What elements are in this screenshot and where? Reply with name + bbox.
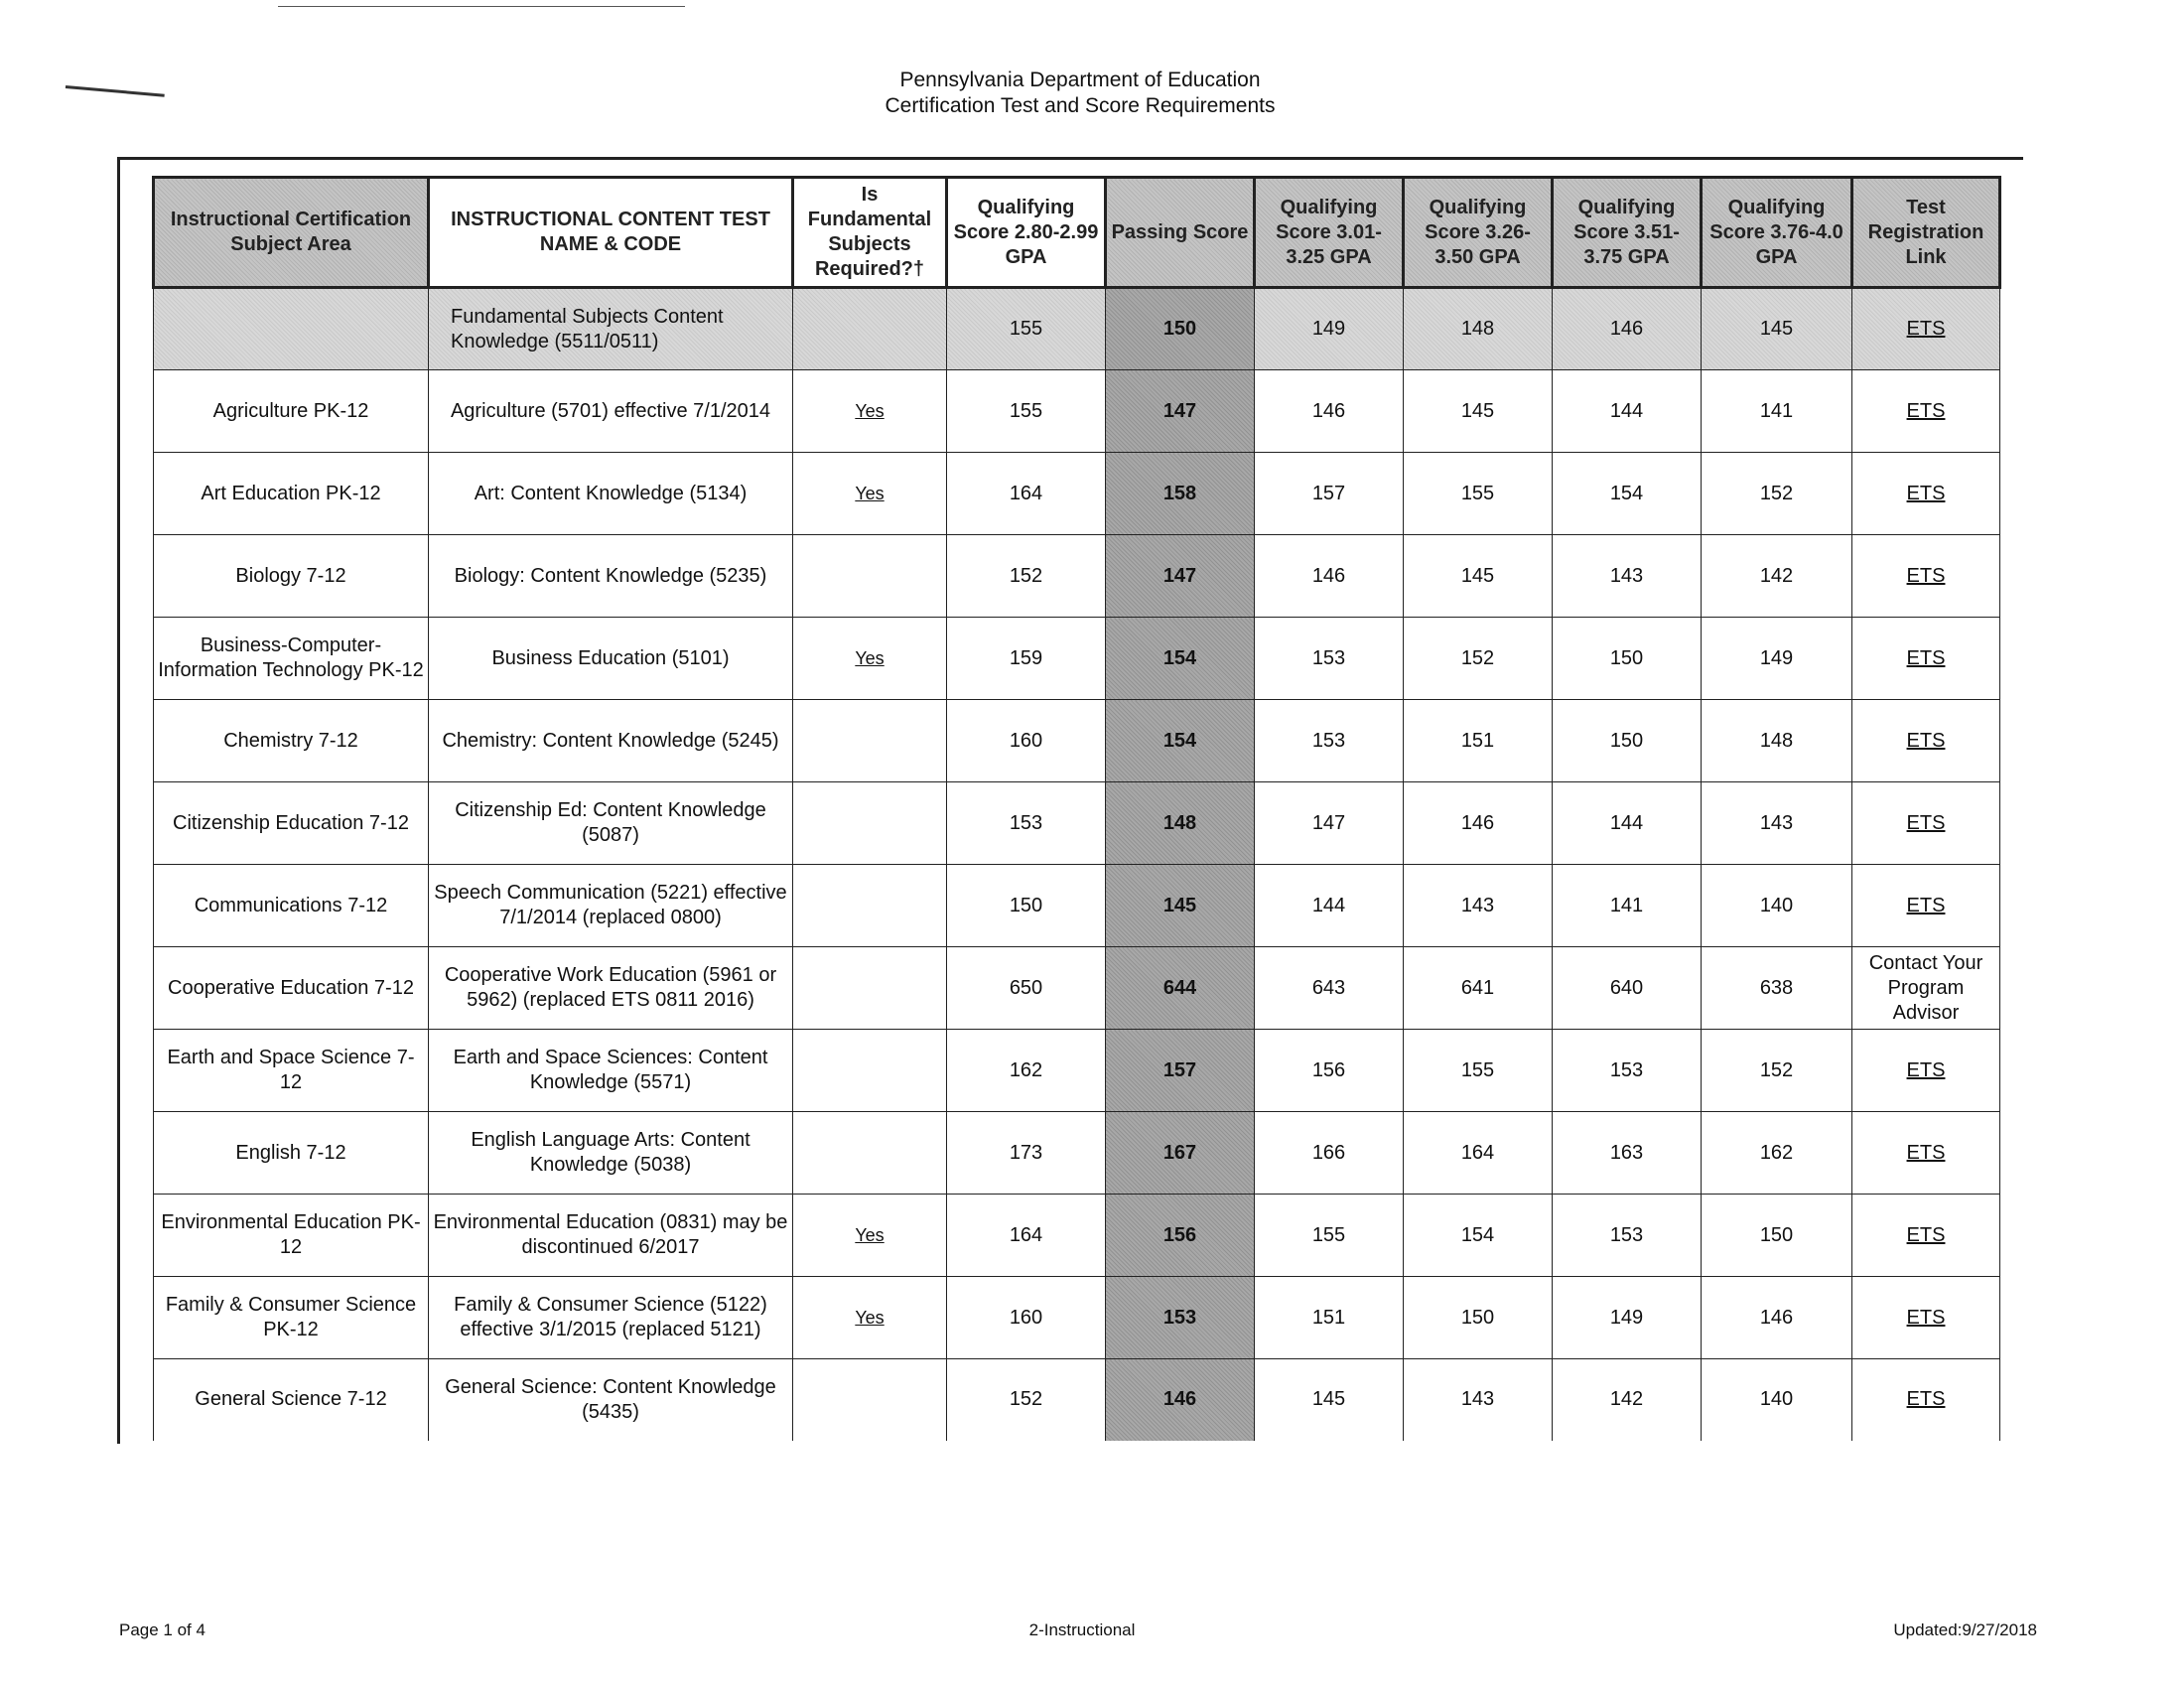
test-name-cell: Agriculture (5701) effective 7/1/2014 bbox=[429, 370, 793, 453]
ets-registration-link[interactable]: ETS bbox=[1906, 729, 1946, 752]
qualifying-280-cell: 164 bbox=[947, 1195, 1106, 1277]
table-row bbox=[154, 535, 2000, 618]
qualifying-351-cell: 153 bbox=[1553, 1195, 1702, 1277]
qualifying-280-cell: 164 bbox=[947, 453, 1106, 535]
header-line-1: Pennsylvania Department of Education bbox=[899, 69, 1261, 91]
registration-link-cell bbox=[1852, 865, 2000, 947]
registration-link-cell bbox=[1852, 1277, 2000, 1359]
qualifying-326-cell: 152 bbox=[1404, 618, 1553, 700]
qualifying-280-cell: 150 bbox=[947, 865, 1106, 947]
ets-registration-link[interactable]: ETS bbox=[1906, 646, 1946, 669]
registration-link-cell bbox=[1852, 618, 2000, 700]
test-name-cell: Chemistry: Content Knowledge (5245) bbox=[429, 700, 793, 782]
footer-updated: Updated:9/27/2018 bbox=[1893, 1620, 2037, 1639]
qualifying-351-cell: 144 bbox=[1553, 782, 1702, 865]
qualifying-351-cell: 144 bbox=[1553, 370, 1702, 453]
qualifying-376-cell: 145 bbox=[1702, 288, 1852, 370]
passing-score-cell: 154 bbox=[1106, 618, 1255, 700]
qualifying-326-cell: 155 bbox=[1404, 1030, 1553, 1112]
table-row bbox=[154, 288, 2000, 370]
registration-link-cell bbox=[1852, 288, 2000, 370]
qualifying-376-cell: 143 bbox=[1702, 782, 1852, 865]
qualifying-280-cell: 162 bbox=[947, 1030, 1106, 1112]
passing-score-cell: 147 bbox=[1106, 370, 1255, 453]
registration-link-cell bbox=[1852, 782, 2000, 865]
fundamental-required-text: Yes bbox=[855, 400, 885, 421]
qualifying-351-cell: 150 bbox=[1553, 700, 1702, 782]
ets-registration-link[interactable]: ETS bbox=[1906, 1223, 1946, 1246]
registration-link-cell bbox=[1852, 1112, 2000, 1195]
qualifying-280-cell: 152 bbox=[947, 1359, 1106, 1441]
fundamental-cell bbox=[793, 1359, 947, 1441]
qualifying-301-cell: 153 bbox=[1255, 700, 1404, 782]
table-row bbox=[154, 1112, 2000, 1195]
ets-registration-link[interactable]: ETS bbox=[1906, 482, 1946, 504]
subject-cell: Art Education PK-12 bbox=[154, 453, 429, 535]
ets-registration-link[interactable]: ETS bbox=[1906, 399, 1946, 422]
registration-link-cell bbox=[1852, 1030, 2000, 1112]
test-name-cell: General Science: Content Knowledge (5435) bbox=[429, 1359, 793, 1441]
qualifying-376-cell: 152 bbox=[1702, 453, 1852, 535]
qualifying-376-cell: 142 bbox=[1702, 535, 1852, 618]
registration-link-cell bbox=[1852, 535, 2000, 618]
test-name-cell: Environmental Education (0831) may be discontinued 6/2017 bbox=[429, 1195, 793, 1277]
qualifying-326-cell: 164 bbox=[1404, 1112, 1553, 1195]
passing-score-cell: 158 bbox=[1106, 453, 1255, 535]
subject-cell: Biology 7-12 bbox=[154, 535, 429, 618]
passing-score-cell: 644 bbox=[1106, 947, 1255, 1030]
table-row bbox=[154, 1277, 2000, 1359]
footer-page: Page 1 of 4 bbox=[119, 1620, 205, 1639]
qualifying-376-cell: 146 bbox=[1702, 1277, 1852, 1359]
ets-registration-link[interactable]: ETS bbox=[1906, 1388, 1946, 1411]
table-row bbox=[154, 370, 2000, 453]
fundamental-cell bbox=[793, 453, 947, 535]
col-header-qualifying-326: Qualifying Score 3.26-3.50 GPA bbox=[1404, 178, 1553, 288]
col-header-qualifying-301: Qualifying Score 3.01-3.25 GPA bbox=[1255, 178, 1404, 288]
qualifying-326-cell: 154 bbox=[1404, 1195, 1553, 1277]
qualifying-301-cell: 155 bbox=[1255, 1195, 1404, 1277]
table-row bbox=[154, 1359, 2000, 1441]
ets-registration-link[interactable]: ETS bbox=[1906, 318, 1946, 340]
test-name-cell: English Language Arts: Content Knowledge (5038) bbox=[429, 1112, 793, 1195]
test-name-cell: Biology: Content Knowledge (5235) bbox=[429, 535, 793, 618]
subject-cell: English 7-12 bbox=[154, 1112, 429, 1195]
test-name-cell: Cooperative Work Education (5961 or 5962) (replaced ETS 0811 2016) bbox=[429, 947, 793, 1030]
col-header-test: INSTRUCTIONAL CONTENT TEST NAME & CODE bbox=[429, 178, 793, 288]
qualifying-280-cell: 153 bbox=[947, 782, 1106, 865]
subject-cell: Environmental Education PK-12 bbox=[154, 1195, 429, 1277]
passing-score-cell: 150 bbox=[1106, 288, 1255, 370]
test-name-cell: Citizenship Ed: Content Knowledge (5087) bbox=[429, 782, 793, 865]
test-name-cell: Art: Content Knowledge (5134) bbox=[429, 453, 793, 535]
test-name-cell: Speech Communication (5221) effective 7/1/2014 (replaced 0800) bbox=[429, 865, 793, 947]
table-row bbox=[154, 865, 2000, 947]
subject-cell bbox=[154, 288, 429, 370]
subject-cell: General Science 7-12 bbox=[154, 1359, 429, 1441]
qualifying-301-cell: 156 bbox=[1255, 1030, 1404, 1112]
subject-cell: Family & Consumer Science PK-12 bbox=[154, 1277, 429, 1359]
qualifying-376-cell: 638 bbox=[1702, 947, 1852, 1030]
qualifying-376-cell: 149 bbox=[1702, 618, 1852, 700]
passing-score-cell: 146 bbox=[1106, 1359, 1255, 1441]
subject-cell: Citizenship Education 7-12 bbox=[154, 782, 429, 865]
qualifying-351-cell: 141 bbox=[1553, 865, 1702, 947]
qualifying-351-cell: 153 bbox=[1553, 1030, 1702, 1112]
qualifying-280-cell: 160 bbox=[947, 700, 1106, 782]
qualifying-280-cell: 155 bbox=[947, 370, 1106, 453]
qualifying-301-cell: 149 bbox=[1255, 288, 1404, 370]
fundamental-cell bbox=[793, 1195, 947, 1277]
ets-registration-link[interactable]: ETS bbox=[1906, 1306, 1946, 1329]
qualifying-280-cell: 159 bbox=[947, 618, 1106, 700]
qualifying-326-cell: 641 bbox=[1404, 947, 1553, 1030]
header-line-2: Certification Test and Score Requirements bbox=[885, 94, 1276, 117]
table-frame-left bbox=[117, 157, 120, 1444]
scan-artifact-line bbox=[278, 6, 685, 7]
test-name-cell: Family & Consumer Science (5122) effective 3/1/2015 (replaced 5121) bbox=[429, 1277, 793, 1359]
qualifying-326-cell: 148 bbox=[1404, 288, 1553, 370]
qualifying-301-cell: 643 bbox=[1255, 947, 1404, 1030]
qualifying-376-cell: 152 bbox=[1702, 1030, 1852, 1112]
test-name-cell: Earth and Space Sciences: Content Knowledge (5571) bbox=[429, 1030, 793, 1112]
registration-link-cell: Contact Your Program Advisor bbox=[1852, 947, 2000, 1030]
col-header-qualifying-376: Qualifying Score 3.76-4.0 GPA bbox=[1702, 178, 1852, 288]
table-row bbox=[154, 1195, 2000, 1277]
subject-cell: Chemistry 7-12 bbox=[154, 700, 429, 782]
subject-cell: Communications 7-12 bbox=[154, 865, 429, 947]
passing-score-cell: 156 bbox=[1106, 1195, 1255, 1277]
table-row bbox=[154, 947, 2000, 1030]
fundamental-required-text: Yes bbox=[855, 483, 885, 503]
qualifying-301-cell: 144 bbox=[1255, 865, 1404, 947]
col-header-qualifying-351: Qualifying Score 3.51-3.75 GPA bbox=[1553, 178, 1702, 288]
fundamental-required-text: Yes bbox=[855, 1307, 885, 1328]
qualifying-376-cell: 162 bbox=[1702, 1112, 1852, 1195]
qualifying-326-cell: 143 bbox=[1404, 865, 1553, 947]
qualifying-301-cell: 157 bbox=[1255, 453, 1404, 535]
fundamental-cell bbox=[793, 1112, 947, 1195]
test-name-cell: Fundamental Subjects Content Knowledge (5511/0511) bbox=[429, 288, 793, 370]
qualifying-301-cell: 146 bbox=[1255, 535, 1404, 618]
qualifying-351-cell: 154 bbox=[1553, 453, 1702, 535]
qualifying-301-cell: 145 bbox=[1255, 1359, 1404, 1441]
passing-score-cell: 153 bbox=[1106, 1277, 1255, 1359]
registration-link-cell bbox=[1852, 700, 2000, 782]
table-frame-top bbox=[117, 157, 2023, 160]
qualifying-376-cell: 140 bbox=[1702, 1359, 1852, 1441]
fundamental-cell bbox=[793, 618, 947, 700]
col-header-qualifying-280: Qualifying Score 2.80-2.99 GPA bbox=[947, 178, 1106, 288]
test-name-cell: Business Education (5101) bbox=[429, 618, 793, 700]
qualifying-376-cell: 148 bbox=[1702, 700, 1852, 782]
fundamental-cell bbox=[793, 535, 947, 618]
qualifying-351-cell: 149 bbox=[1553, 1277, 1702, 1359]
passing-score-cell: 167 bbox=[1106, 1112, 1255, 1195]
table-row bbox=[154, 1030, 2000, 1112]
registration-link-cell bbox=[1852, 370, 2000, 453]
qualifying-351-cell: 640 bbox=[1553, 947, 1702, 1030]
qualifying-351-cell: 163 bbox=[1553, 1112, 1702, 1195]
qualifying-326-cell: 143 bbox=[1404, 1359, 1553, 1441]
col-header-fundamental: Is Fundamental Subjects Required?† bbox=[793, 178, 947, 288]
table-body bbox=[154, 288, 2000, 1441]
qualifying-280-cell: 155 bbox=[947, 288, 1106, 370]
qualifying-326-cell: 145 bbox=[1404, 370, 1553, 453]
passing-score-cell: 147 bbox=[1106, 535, 1255, 618]
registration-link-cell bbox=[1852, 1195, 2000, 1277]
fundamental-cell bbox=[793, 1277, 947, 1359]
qualifying-280-cell: 160 bbox=[947, 1277, 1106, 1359]
table-row bbox=[154, 453, 2000, 535]
document-header bbox=[0, 68, 2160, 119]
subject-cell: Cooperative Education 7-12 bbox=[154, 947, 429, 1030]
fundamental-cell bbox=[793, 782, 947, 865]
subject-cell: Agriculture PK-12 bbox=[154, 370, 429, 453]
ets-registration-link[interactable]: ETS bbox=[1906, 1058, 1946, 1081]
passing-score-cell: 157 bbox=[1106, 1030, 1255, 1112]
fundamental-required-text: Yes bbox=[855, 1224, 885, 1245]
qualifying-351-cell: 150 bbox=[1553, 618, 1702, 700]
col-header-subject: Instructional Certification Subject Area bbox=[154, 178, 429, 288]
fundamental-cell bbox=[793, 700, 947, 782]
qualifying-326-cell: 151 bbox=[1404, 700, 1553, 782]
qualifying-351-cell: 146 bbox=[1553, 288, 1702, 370]
fundamental-cell bbox=[793, 288, 947, 370]
table-row bbox=[154, 618, 2000, 700]
qualifying-326-cell: 155 bbox=[1404, 453, 1553, 535]
qualifying-351-cell: 142 bbox=[1553, 1359, 1702, 1441]
fundamental-cell bbox=[793, 1030, 947, 1112]
qualifying-351-cell: 143 bbox=[1553, 535, 1702, 618]
qualifying-376-cell: 150 bbox=[1702, 1195, 1852, 1277]
table-row bbox=[154, 782, 2000, 865]
passing-score-cell: 145 bbox=[1106, 865, 1255, 947]
qualifying-301-cell: 146 bbox=[1255, 370, 1404, 453]
fundamental-cell bbox=[793, 370, 947, 453]
ets-registration-link[interactable]: ETS bbox=[1906, 564, 1946, 587]
header-row bbox=[154, 178, 2000, 288]
fundamental-cell bbox=[793, 947, 947, 1030]
registration-link-cell bbox=[1852, 1359, 2000, 1441]
col-header-link: Test Registration Link bbox=[1852, 178, 2000, 288]
ets-registration-link[interactable]: ETS bbox=[1906, 811, 1946, 834]
passing-score-cell: 148 bbox=[1106, 782, 1255, 865]
subject-cell: Earth and Space Science 7-12 bbox=[154, 1030, 429, 1112]
qualifying-326-cell: 145 bbox=[1404, 535, 1553, 618]
registration-link-cell bbox=[1852, 453, 2000, 535]
qualifying-301-cell: 147 bbox=[1255, 782, 1404, 865]
ets-registration-link[interactable]: ETS bbox=[1906, 894, 1946, 916]
qualifying-376-cell: 140 bbox=[1702, 865, 1852, 947]
qualifying-301-cell: 151 bbox=[1255, 1277, 1404, 1359]
subject-cell: Business-Computer-Information Technology PK-12 bbox=[154, 618, 429, 700]
col-header-passing: Passing Score bbox=[1106, 178, 1255, 288]
qualifying-301-cell: 166 bbox=[1255, 1112, 1404, 1195]
qualifying-280-cell: 173 bbox=[947, 1112, 1106, 1195]
qualifying-280-cell: 650 bbox=[947, 947, 1106, 1030]
qualifying-326-cell: 150 bbox=[1404, 1277, 1553, 1359]
footer-section: 2-Instructional bbox=[1028, 1620, 1136, 1639]
requirements-table bbox=[152, 176, 2001, 1441]
ets-registration-link[interactable]: ETS bbox=[1906, 1141, 1946, 1164]
qualifying-376-cell: 141 bbox=[1702, 370, 1852, 453]
passing-score-cell: 154 bbox=[1106, 700, 1255, 782]
qualifying-301-cell: 153 bbox=[1255, 618, 1404, 700]
qualifying-326-cell: 146 bbox=[1404, 782, 1553, 865]
table-row bbox=[154, 700, 2000, 782]
fundamental-required-text: Yes bbox=[855, 647, 885, 668]
fundamental-cell bbox=[793, 865, 947, 947]
qualifying-280-cell: 152 bbox=[947, 535, 1106, 618]
